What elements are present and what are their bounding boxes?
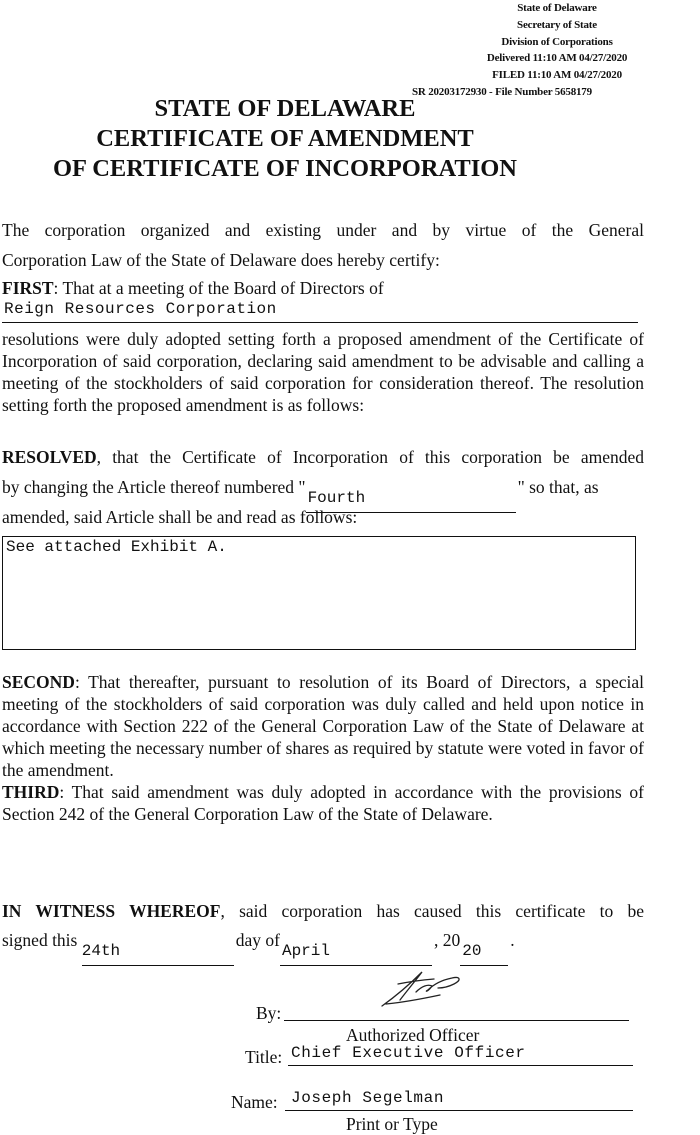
amendment-text-box [2, 536, 636, 650]
third-label: THIRD [2, 782, 60, 802]
by-label: By: [256, 1003, 282, 1023]
second-label: SECOND [2, 672, 75, 692]
year-prefix: , 20 [433, 930, 461, 950]
amendment-text: See attached Exhibit A. [6, 538, 227, 556]
document-title [0, 94, 570, 184]
title-line-2: CERTIFICATE OF AMENDMENT [96, 125, 474, 152]
stamp-secretary: Secretary of State [517, 18, 597, 31]
day-value: 24th [81, 942, 121, 960]
intro-line-1: The corporation organized and existing under and by virtue of the General [2, 220, 644, 240]
third-paragraph [2, 781, 644, 825]
print-or-type-label: Print or Type [346, 1114, 438, 1134]
resolved-label: RESOLVED [2, 447, 97, 467]
year-period: . [510, 930, 515, 950]
signature-line [284, 1020, 629, 1021]
first-text: : That at a meeting of the Board of Directors of [53, 278, 384, 298]
month-value: April [281, 942, 330, 960]
witness-line-2 [2, 929, 644, 960]
resolved-line-3: amended, said Article shall be and read as follows: [2, 507, 358, 527]
stamp-filed: FILED 11:10 AM 04/27/2020 [492, 69, 622, 82]
first-heading [2, 277, 644, 299]
stamp-file-number: SR 20203172930 - File Number 5658179 [412, 85, 592, 98]
title-line-3: OF CERTIFICATE OF INCORPORATION [53, 155, 517, 182]
witness-line-1 [2, 900, 644, 922]
authorized-officer-label: Authorized Officer [346, 1025, 480, 1045]
witness-text-1: , said corporation has caused this certificate to be [220, 901, 644, 921]
second-body: : That thereafter, pursuant to resolution of its Board of Directors, a special meeting of the stockholders of said corporation was duly called and held upon notice in accordance with Section 222 of the General Corporation Law of the State of Delaware at which meeting the necessary number of shares as required by statute were voted in favor of the amendment. [2, 672, 644, 780]
stamp-state: State of Delaware [517, 2, 597, 14]
stamp-division: Division of Corporations [501, 35, 613, 48]
signed-this-label: signed this [2, 930, 78, 950]
title-label: Title: [245, 1047, 283, 1067]
third-body: : That said amendment was duly adopted in accordance with the provisions of Section 242 of the General Corporation Law of the State of Delaware. [2, 782, 644, 824]
title-line [288, 1065, 633, 1066]
first-body: resolutions were duly adopted setting forth a proposed amendment of the Certificate of Incorporation of said corporation, declaring said amendment to be advisable and calling a meeting of the stockholders of said corporation for consideration thereof. The resolution setting forth the proposed amendment is as follows: [2, 329, 644, 415]
company-name-underline [2, 322, 638, 323]
handwritten-signature [376, 962, 466, 1010]
first-label: FIRST [2, 278, 54, 298]
name-line [285, 1110, 633, 1111]
article-number-value: Fourth [307, 489, 366, 507]
day-of-label: day of [235, 930, 280, 950]
resolved-line-2 [2, 476, 644, 507]
resolved-text-1: , that the Certificate of Incorporation of this corporation be amended [96, 447, 644, 467]
year-value: 20 [462, 942, 482, 960]
intro-line-2: Corporation Law of the State of Delaware does hereby certify: [2, 250, 440, 270]
resolved-line-1 [2, 446, 644, 468]
title-line-1: STATE OF DELAWARE [154, 95, 416, 122]
filing-stamp [412, 0, 692, 101]
name-value: Joseph Segelman [291, 1089, 445, 1107]
resolved-text-2-before: by changing the Article thereof numbered " [2, 477, 306, 497]
second-paragraph [2, 671, 644, 781]
witness-label: IN WITNESS WHEREOF [2, 901, 221, 921]
title-value: Chief Executive Officer [291, 1044, 526, 1062]
resolved-text-2-after: " so that, as [517, 477, 599, 497]
stamp-delivered: Delivered 11:10 AM 04/27/2020 [486, 52, 628, 65]
name-label: Name: [231, 1092, 278, 1112]
company-name-field: Reign Resources Corporation [4, 300, 277, 318]
